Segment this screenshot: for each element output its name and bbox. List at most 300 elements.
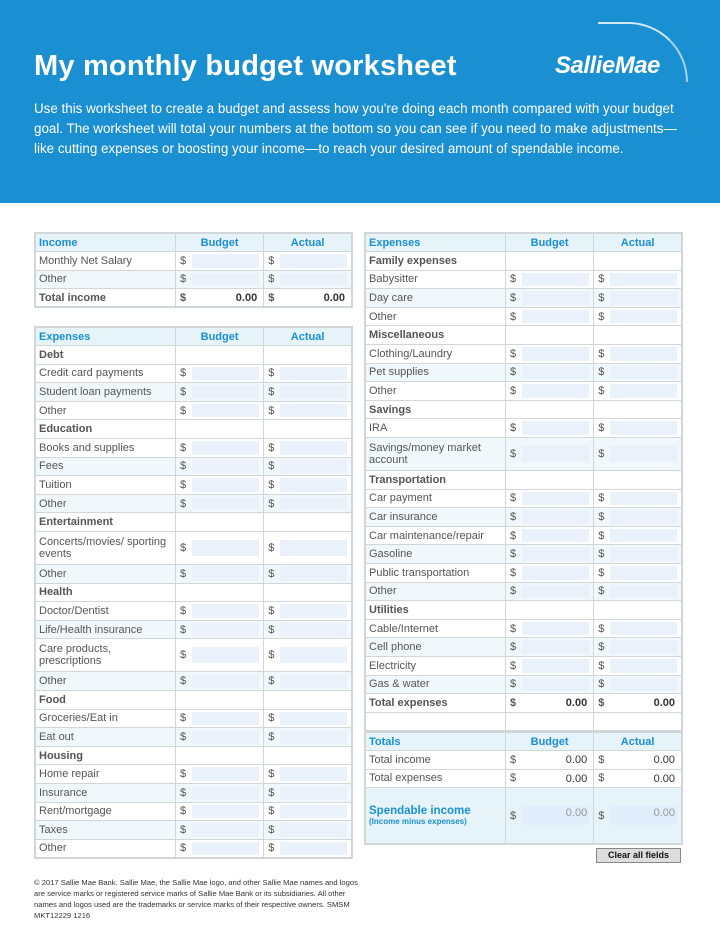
spendable-income-label: Spendable income [369, 805, 471, 818]
dollar-sign: $ [598, 696, 605, 709]
budget-input[interactable] [522, 446, 589, 462]
sallie-mae-logo: SallieMae [555, 52, 660, 79]
budget-cell [175, 839, 263, 858]
actual-input[interactable] [280, 623, 347, 637]
budget-cell [505, 545, 593, 564]
dollar-sign: $ [598, 529, 605, 542]
dollar-sign: $ [268, 805, 275, 818]
actual-input[interactable] [610, 366, 677, 380]
dollar-sign: $ [268, 404, 275, 417]
dollar-sign: $ [598, 273, 605, 286]
section-row [35, 513, 352, 532]
actual-cell [264, 270, 352, 289]
column-actual: Actual [594, 732, 682, 751]
table-row [365, 307, 682, 326]
row-label: Car maintenance/repair [365, 526, 505, 545]
budget-input[interactable] [522, 366, 589, 380]
budget-input[interactable] [522, 347, 589, 361]
row-label: Day care [365, 289, 505, 308]
actual-cell [264, 565, 352, 584]
empty-cell [594, 601, 682, 620]
table-row [35, 602, 352, 621]
dollar-sign: $ [598, 659, 605, 672]
empty-cell [175, 691, 263, 710]
actual-cell [594, 769, 682, 788]
dollar-sign: $ [509, 448, 517, 461]
dollar-sign: $ [179, 712, 187, 725]
budget-input[interactable] [192, 385, 259, 399]
row-label: Babysitter [365, 270, 505, 289]
actual-cell [264, 457, 352, 476]
dollar-sign: $ [598, 585, 605, 598]
budget-input[interactable] [192, 567, 259, 581]
actual-input: 0.00 [653, 697, 675, 710]
table-header-label: Income [35, 233, 175, 252]
budget-cell [505, 382, 593, 401]
actual-cell [594, 545, 682, 564]
dollar-sign: $ [179, 386, 187, 399]
empty-cell [505, 326, 593, 345]
actual-input[interactable] [280, 647, 347, 663]
actual-input: 0.00 [610, 806, 677, 825]
budget-input[interactable] [192, 712, 259, 726]
table-row [35, 620, 352, 639]
dollar-sign: $ [598, 347, 605, 360]
budget-input[interactable] [192, 367, 259, 381]
dollar-sign: $ [268, 273, 275, 286]
dollar-sign: $ [509, 641, 517, 654]
budget-input[interactable] [522, 566, 589, 580]
dollar-sign: $ [509, 548, 517, 561]
actual-cell [594, 489, 682, 508]
budget-input[interactable] [522, 640, 589, 654]
empty-cell [505, 601, 593, 620]
actual-input[interactable] [280, 674, 347, 688]
actual-input[interactable] [280, 385, 347, 399]
row-label: Miscellaneous [365, 326, 505, 345]
dollar-sign: $ [509, 529, 517, 542]
budget-input[interactable] [522, 273, 589, 287]
budget-input[interactable] [192, 273, 259, 287]
actual-input[interactable] [610, 421, 677, 435]
table-row [35, 457, 352, 476]
budget-input[interactable] [522, 678, 589, 692]
table-row [365, 712, 682, 731]
actual-cell [264, 383, 352, 402]
table-row [365, 564, 682, 583]
dollar-sign: $ [179, 768, 187, 781]
row-label: Debt [35, 346, 175, 365]
budget-cell [505, 438, 593, 471]
budget-cell [175, 802, 263, 821]
row-label: Cable/Internet [365, 619, 505, 638]
actual-cell [264, 765, 352, 784]
budget-input[interactable] [192, 805, 259, 819]
actual-input[interactable] [610, 585, 677, 599]
budget-input[interactable] [522, 510, 589, 524]
section-row [365, 326, 682, 345]
budget-cell [505, 656, 593, 675]
column-budget: Budget [505, 732, 593, 751]
budget-input: 0.00 [235, 292, 258, 305]
actual-cell [264, 672, 352, 691]
empty-cell [505, 712, 593, 731]
dollar-sign: $ [598, 809, 605, 822]
table-row [365, 582, 682, 601]
budget-input[interactable] [192, 674, 259, 688]
budget-cell [175, 672, 263, 691]
table-row [365, 545, 682, 564]
row-label: Doctor/Dentist [35, 602, 175, 621]
budget-cell [505, 345, 593, 364]
actual-cell [594, 508, 682, 527]
actual-input[interactable] [280, 842, 347, 855]
row-label: Electricity [365, 656, 505, 675]
budget-input[interactable] [522, 492, 589, 506]
table-row [35, 821, 352, 840]
clear-all-fields-button[interactable]: Clear all fields [596, 848, 681, 863]
dollar-sign: $ [179, 254, 187, 267]
empty-cell [264, 346, 352, 365]
budget-cell [175, 383, 263, 402]
table-row [365, 489, 682, 508]
table-row [35, 476, 352, 495]
budget-cell [175, 476, 263, 495]
budget-cell [175, 401, 263, 420]
dollar-sign: $ [179, 786, 187, 799]
dollar-sign: $ [598, 772, 605, 785]
budget-cell [175, 602, 263, 621]
dollar-sign: $ [179, 805, 187, 818]
row-label: Car insurance [365, 508, 505, 527]
budget-input[interactable] [192, 842, 259, 855]
budget-input[interactable] [522, 547, 589, 561]
dollar-sign: $ [179, 479, 187, 492]
budget-input[interactable] [192, 478, 259, 492]
table-row [365, 270, 682, 289]
row-label: Entertainment [35, 513, 175, 532]
actual-input[interactable] [610, 659, 677, 673]
empty-cell [505, 252, 593, 271]
row-label: Care products, prescriptions [35, 639, 175, 672]
budget-input[interactable] [522, 529, 589, 543]
actual-input[interactable] [280, 767, 347, 781]
table-header-label: Expenses [35, 327, 175, 346]
dollar-sign: $ [509, 366, 517, 379]
income-table [34, 232, 353, 308]
actual-input[interactable] [280, 604, 347, 618]
budget-input[interactable] [192, 786, 259, 800]
row-label: Fees [35, 457, 175, 476]
actual-cell [264, 401, 352, 420]
empty-cell [264, 513, 352, 532]
actual-cell [264, 252, 352, 271]
dollar-sign: $ [268, 605, 275, 618]
dollar-sign: $ [509, 696, 517, 709]
budget-cell [505, 769, 593, 788]
dollar-sign: $ [509, 511, 517, 524]
empty-cell [264, 691, 352, 710]
actual-input: 0.00 [653, 754, 675, 767]
budget-cell [505, 363, 593, 382]
budget-input[interactable] [192, 767, 259, 781]
row-label: Home repair [35, 765, 175, 784]
empty-cell [594, 252, 682, 271]
table-header-label: Totals [365, 732, 505, 751]
table-row [365, 438, 682, 471]
column-budget: Budget [175, 233, 263, 252]
actual-input[interactable] [610, 291, 677, 305]
row-label: Eat out [35, 728, 175, 747]
budget-input[interactable] [522, 622, 589, 636]
actual-input[interactable] [280, 460, 347, 474]
budget-input[interactable] [522, 659, 589, 673]
actual-cell [594, 638, 682, 657]
table-row [365, 751, 682, 770]
footer-legal-text: © 2017 Sallie Mae Bank. Sallie Mae, the Sallie Mae logo, and other Sallie Mae names and logos are service marks or registered service marks of Sallie Mae Bank or its subsidiaries. All other names and logos used are the trademarks or service marks of their respective owners. SMSM MKT12229 1216 [34, 878, 358, 920]
table-row [35, 839, 352, 858]
table-row [35, 439, 352, 458]
actual-cell [264, 639, 352, 672]
actual-input[interactable] [280, 730, 347, 744]
row-label: Health [35, 583, 175, 602]
actual-input[interactable] [280, 273, 347, 287]
table-row [35, 401, 352, 420]
budget-input[interactable] [192, 730, 259, 744]
dollar-sign: $ [598, 292, 605, 305]
row-label: Pet supplies [365, 363, 505, 382]
actual-input[interactable] [610, 492, 677, 506]
budget-cell [175, 252, 263, 271]
dollar-sign: $ [179, 460, 187, 473]
actual-input[interactable] [280, 497, 347, 511]
actual-input[interactable] [280, 478, 347, 492]
table-row [35, 728, 352, 747]
table-row [35, 802, 352, 821]
actual-cell [264, 602, 352, 621]
budget-input[interactable] [192, 497, 259, 511]
budget-cell [505, 619, 593, 638]
column-actual: Actual [594, 233, 682, 252]
actual-cell [594, 345, 682, 364]
actual-cell [264, 476, 352, 495]
dollar-sign: $ [268, 649, 275, 662]
row-label: Credit card payments [35, 364, 175, 383]
dollar-sign: $ [598, 385, 605, 398]
dollar-sign: $ [598, 422, 605, 435]
budget-input[interactable] [192, 441, 259, 455]
row-label: Insurance [35, 783, 175, 802]
budget-cell [505, 582, 593, 601]
table-row [365, 345, 682, 364]
dollar-sign: $ [268, 823, 275, 836]
row-label: Savings [365, 400, 505, 419]
row-label: Groceries/Eat in [35, 709, 175, 728]
dollar-sign: $ [179, 542, 187, 555]
actual-input[interactable] [610, 547, 677, 561]
budget-cell [505, 564, 593, 583]
table-row [35, 383, 352, 402]
budget-cell [175, 457, 263, 476]
actual-input[interactable] [280, 567, 347, 581]
actual-input[interactable] [610, 640, 677, 654]
column-actual: Actual [264, 233, 352, 252]
budget-input[interactable] [522, 421, 589, 435]
budget-cell [175, 439, 263, 458]
budget-cell [175, 728, 263, 747]
budget-input[interactable] [192, 460, 259, 474]
dollar-sign: $ [509, 753, 517, 766]
budget-input[interactable] [192, 623, 259, 637]
actual-input[interactable] [610, 384, 677, 398]
dollar-sign: $ [509, 809, 517, 822]
row-label [365, 788, 505, 844]
table-row [35, 532, 352, 565]
section-row [365, 252, 682, 271]
actual-cell [594, 656, 682, 675]
actual-input[interactable] [280, 540, 347, 556]
table-row [35, 270, 352, 289]
dollar-sign: $ [179, 497, 187, 510]
intro-text: Use this worksheet to create a budget and assess how you're doing each month compared with your budget goal. The worksheet will total your numbers at the bottom so you can see if you need to make adjustments—like cutting expenses or boosting your income—to reach your desired amount of spendable income. [34, 101, 677, 156]
table-header [365, 732, 682, 751]
actual-input[interactable] [280, 254, 347, 268]
dollar-sign: $ [598, 310, 605, 323]
table-row [35, 672, 352, 691]
empty-cell [505, 471, 593, 490]
dollar-sign: $ [509, 585, 517, 598]
row-label: Other [35, 401, 175, 420]
actual-input[interactable] [280, 441, 347, 455]
dollar-sign: $ [179, 367, 187, 380]
budget-input[interactable] [192, 604, 259, 618]
actual-cell [264, 728, 352, 747]
dollar-sign: $ [179, 404, 187, 417]
budget-input[interactable] [522, 384, 589, 398]
dollar-sign: $ [509, 273, 517, 286]
dollar-sign: $ [268, 386, 275, 399]
actual-cell [264, 620, 352, 639]
actual-input[interactable] [610, 566, 677, 580]
table-row [365, 526, 682, 545]
actual-input[interactable] [280, 712, 347, 726]
dollar-sign: $ [268, 567, 275, 580]
row-label: Other [35, 565, 175, 584]
empty-cell [175, 513, 263, 532]
actual-input[interactable] [610, 446, 677, 462]
actual-cell [264, 821, 352, 840]
row-label: Taxes [35, 821, 175, 840]
empty-cell [175, 346, 263, 365]
dollar-sign: $ [598, 548, 605, 561]
actual-input[interactable] [610, 622, 677, 636]
actual-cell [264, 532, 352, 565]
row-label [365, 712, 505, 731]
actual-input[interactable] [610, 310, 677, 324]
budget-input[interactable] [522, 585, 589, 599]
row-label: Gas & water [365, 675, 505, 694]
table-header [35, 233, 352, 252]
actual-cell [264, 439, 352, 458]
dollar-sign: $ [509, 678, 517, 691]
actual-cell [594, 582, 682, 601]
budget-cell [175, 289, 263, 308]
actual-input[interactable] [280, 805, 347, 819]
budget-input: 0.00 [565, 772, 588, 785]
actual-input[interactable] [610, 273, 677, 287]
budget-input[interactable] [192, 404, 259, 418]
actual-input[interactable] [280, 823, 347, 837]
empty-cell [594, 400, 682, 419]
budget-cell [175, 532, 263, 565]
table-row [365, 656, 682, 675]
budget-input[interactable] [522, 291, 589, 305]
dollar-sign: $ [598, 566, 605, 579]
section-row [365, 601, 682, 620]
actual-input[interactable] [610, 678, 677, 692]
empty-cell [505, 400, 593, 419]
budget-cell [175, 620, 263, 639]
budget-input[interactable] [192, 823, 259, 837]
actual-cell [264, 364, 352, 383]
dollar-sign: $ [598, 492, 605, 505]
dollar-sign: $ [598, 678, 605, 691]
actual-input[interactable] [610, 347, 677, 361]
actual-cell [594, 289, 682, 308]
table-row [35, 565, 352, 584]
budget-input[interactable] [192, 540, 259, 556]
budget-cell [175, 709, 263, 728]
actual-cell [594, 564, 682, 583]
dollar-sign: $ [268, 441, 275, 454]
page-title: My monthly budget worksheet [34, 50, 457, 82]
table-header [35, 327, 352, 346]
section-row [365, 471, 682, 490]
row-label: Family expenses [365, 252, 505, 271]
row-label: Transportation [365, 471, 505, 490]
actual-cell [594, 751, 682, 770]
actual-input[interactable] [610, 529, 677, 543]
dollar-sign: $ [179, 649, 187, 662]
column-budget: Budget [505, 233, 593, 252]
row-label: Other [35, 672, 175, 691]
dollar-sign: $ [268, 675, 275, 688]
actual-input[interactable] [610, 510, 677, 524]
row-label: Other [35, 839, 175, 858]
dollar-sign: $ [509, 347, 517, 360]
expenses-table-left [34, 326, 353, 859]
dollar-sign: $ [509, 292, 517, 305]
actual-input[interactable] [280, 786, 347, 800]
dollar-sign: $ [268, 730, 275, 743]
budget-cell [175, 765, 263, 784]
empty-cell [594, 326, 682, 345]
budget-input[interactable] [192, 254, 259, 268]
dollar-sign: $ [268, 497, 275, 510]
dollar-sign: $ [268, 291, 275, 304]
actual-input[interactable] [280, 367, 347, 381]
dollar-sign: $ [598, 753, 605, 766]
budget-input[interactable] [192, 647, 259, 663]
row-label: Food [35, 691, 175, 710]
actual-input[interactable] [280, 404, 347, 418]
dollar-sign: $ [268, 842, 275, 855]
actual-cell [594, 419, 682, 438]
budget-cell [505, 638, 593, 657]
budget-input[interactable] [522, 310, 589, 324]
budget-cell [175, 821, 263, 840]
budget-cell [175, 565, 263, 584]
